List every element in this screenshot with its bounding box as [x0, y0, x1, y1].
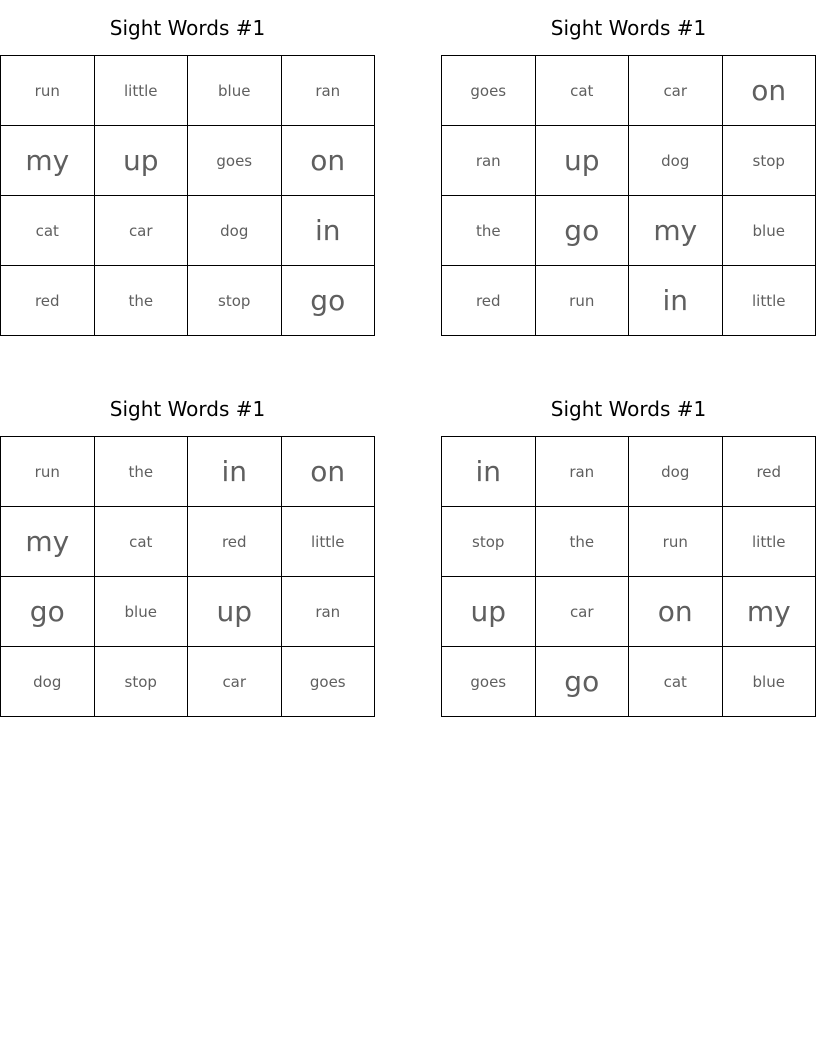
word-cell: in — [442, 437, 536, 507]
word-cell: cat — [95, 507, 189, 577]
word-cell: dog — [629, 126, 723, 196]
word-cell: go — [282, 266, 376, 336]
word-cell: dog — [1, 647, 95, 717]
word-cell: blue — [723, 647, 816, 717]
word-cell: blue — [723, 196, 816, 266]
word-cell: ran — [442, 126, 536, 196]
word-cell: dog — [188, 196, 282, 266]
word-cell: goes — [442, 56, 536, 126]
word-cell: the — [442, 196, 536, 266]
word-cell: up — [95, 126, 189, 196]
word-cell: dog — [629, 437, 723, 507]
word-cell: the — [95, 266, 189, 336]
word-cell: red — [723, 437, 816, 507]
word-cell: goes — [282, 647, 376, 717]
word-cell: ran — [536, 437, 630, 507]
word-cell: cat — [536, 56, 630, 126]
word-cell: run — [536, 266, 630, 336]
word-cell: blue — [188, 56, 282, 126]
bingo-card-3 — [0, 381, 375, 717]
word-cell: in — [629, 266, 723, 336]
word-cell: little — [723, 507, 816, 577]
word-cell: on — [282, 126, 376, 196]
word-cell: car — [536, 577, 630, 647]
word-cell: stop — [95, 647, 189, 717]
word-cell: stop — [442, 507, 536, 577]
word-cell: on — [723, 56, 816, 126]
word-cell: up — [442, 577, 536, 647]
word-cell: car — [629, 56, 723, 126]
word-cell: in — [188, 437, 282, 507]
bingo-card-2 — [441, 0, 816, 336]
word-cell: go — [536, 196, 630, 266]
word-cell: ran — [282, 56, 376, 126]
word-cell: my — [629, 196, 723, 266]
word-grid — [0, 55, 375, 336]
bingo-card-1 — [0, 0, 375, 336]
word-cell: car — [188, 647, 282, 717]
word-cell: ran — [282, 577, 376, 647]
word-cell: on — [282, 437, 376, 507]
word-cell: blue — [95, 577, 189, 647]
word-cell: my — [723, 577, 816, 647]
word-cell: cat — [629, 647, 723, 717]
word-cell: on — [629, 577, 723, 647]
word-grid — [441, 55, 816, 336]
word-cell: goes — [442, 647, 536, 717]
word-cell: red — [442, 266, 536, 336]
word-cell: up — [536, 126, 630, 196]
word-cell: little — [723, 266, 816, 336]
word-cell: red — [188, 507, 282, 577]
word-cell: goes — [188, 126, 282, 196]
word-cell: cat — [1, 196, 95, 266]
word-cell: my — [1, 507, 95, 577]
word-cell: run — [1, 437, 95, 507]
word-cell: in — [282, 196, 376, 266]
word-cell: my — [1, 126, 95, 196]
word-cell: red — [1, 266, 95, 336]
bingo-card-4 — [441, 381, 816, 717]
word-cell: the — [536, 507, 630, 577]
word-cell: go — [536, 647, 630, 717]
word-cell: run — [629, 507, 723, 577]
word-cell: little — [282, 507, 376, 577]
card-title: Sight Words #1 — [109, 16, 266, 40]
word-grid — [441, 436, 816, 717]
word-cell: up — [188, 577, 282, 647]
word-cell: stop — [723, 126, 816, 196]
word-cell: the — [95, 437, 189, 507]
word-cell: run — [1, 56, 95, 126]
word-cell: car — [95, 196, 189, 266]
word-cell: stop — [188, 266, 282, 336]
card-title: Sight Words #1 — [550, 397, 707, 421]
word-cell: go — [1, 577, 95, 647]
card-title: Sight Words #1 — [109, 397, 266, 421]
word-grid — [0, 436, 375, 717]
card-title: Sight Words #1 — [550, 16, 707, 40]
word-cell: little — [95, 56, 189, 126]
